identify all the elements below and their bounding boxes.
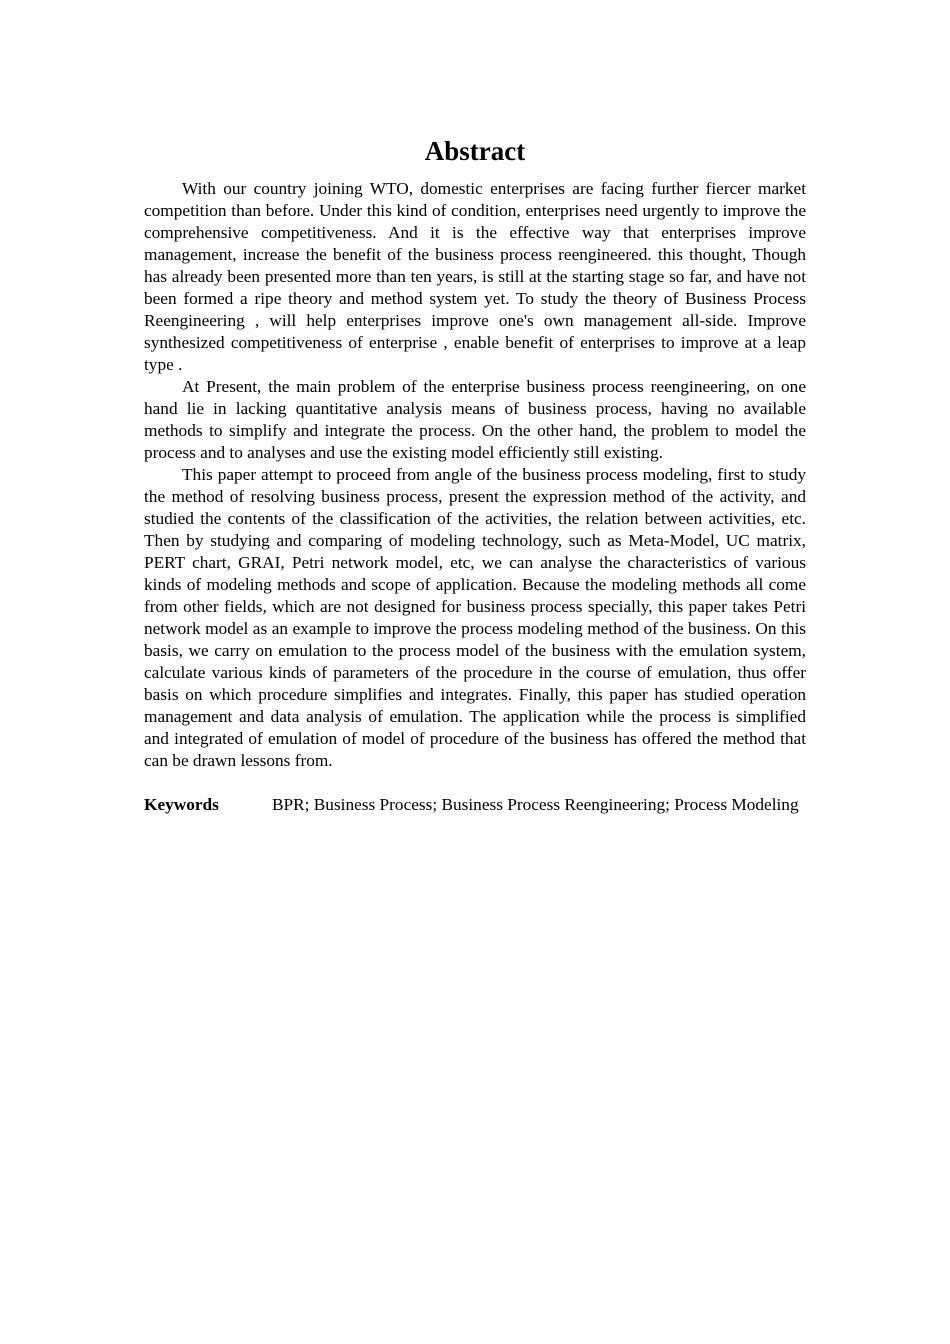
abstract-paragraph-2: At Present, the main problem of the enterprise business process reengineering, on one hand lie in lacking quantitative analysis means of business process, having no available methods to simplify and integrate the process. On the other hand, the problem to model the process and to analyses and use the existing model efficiently still existing. — [144, 377, 806, 462]
keywords-value: BPR; Business Process; Business Process Reengineering; Process Modeling — [272, 795, 799, 814]
keywords-label: Keywords — [144, 795, 219, 814]
abstract-paragraph-1: With our country joining WTO, domestic enterprises are facing further fiercer market competition than before. Under this kind of condition, enterprises need urgently to improve the comprehensive competitiveness. And it is the effective way that enterprises improve management, increase the benefit of the business process reengineered. this thought, Though has already been presented more than ten years, is still at the starting stage so far, and have not been formed a ripe theory and method system yet. To study the theory of Business Process Reengineering , will help enterprises improve one's own management all-side. Improve synthesized competitiveness of enterprise , enable benefit of enterprises to improve at a leap type . — [144, 179, 806, 374]
keywords-section — [144, 794, 806, 816]
page-title: Abstract — [424, 136, 526, 166]
abstract-paragraph-3: This paper attempt to proceed from angle of the business process modeling, first to study the method of resolving business process, present the expression method of the activity, and studied the contents of the classification of the activities, the relation between activities, etc. Then by studying and comparing of modeling technology, such as Meta-Model, UC matrix, PERT chart, GRAI, Petri network model, etc, we can analyse the characteristics of various kinds of modeling methods and scope of application. Because the modeling methods all come from other fields, which are not designed for business process specially, this paper takes Petri network model as an example to improve the process modeling method of the business. On this basis, we carry on emulation to the process model of the business with the emulation system, calculate various kinds of parameters of the procedure in the course of emulation, thus offer basis on which procedure simplifies and integrates. Finally, this paper has studied operation management and data analysis of emulation. The application while the process is simplified and integrated of emulation of model of procedure of the business has offered the method that can be drawn lessons from. — [144, 465, 806, 770]
abstract-page — [144, 134, 806, 816]
